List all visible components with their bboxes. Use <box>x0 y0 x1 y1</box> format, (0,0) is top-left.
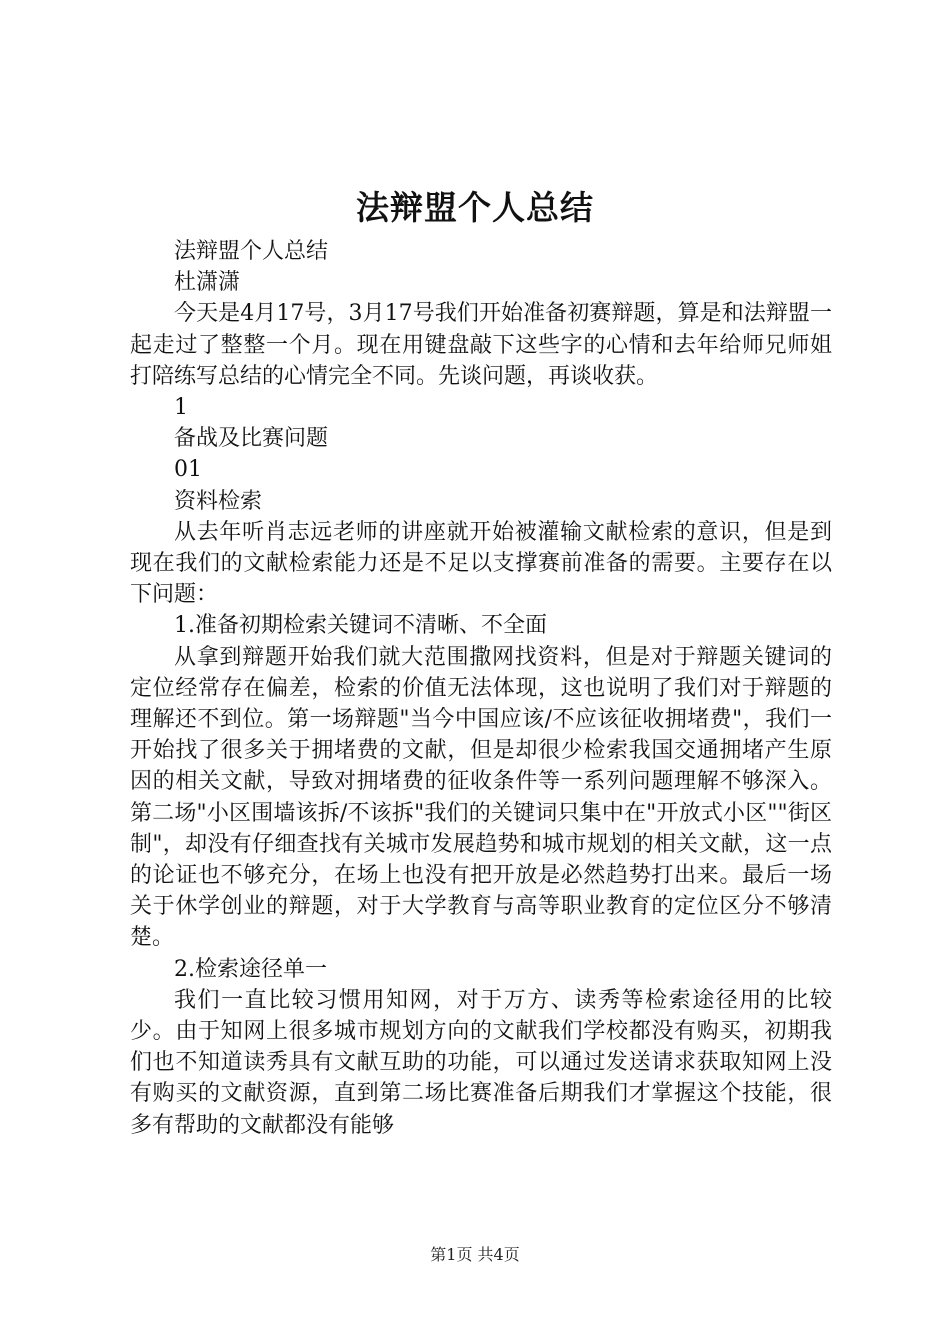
paragraph-research: 从去年听肖志远老师的讲座就开始被灌输文献检索的意识，但是到现在我们的文献检索能力还是不足以支撑赛前准备的需要。主要存在以下问题： <box>130 519 832 608</box>
section-heading: 备战及比赛问题 <box>174 426 329 452</box>
paragraph-heading: 法辩盟个人总结 <box>174 239 329 264</box>
paragraph-intro: 今天是4月17号，3月17号我们开始准备初赛辩题，算是和法辩盟一起走过了整整一个月。现在用键盘敲下这些字的心情和去年给师兄师姐打陪练写总结的心情完全不同。先谈问题，再谈收获。 <box>130 301 832 389</box>
document-body <box>130 236 832 1141</box>
paragraph-author: 杜潇潇 <box>174 270 241 296</box>
paragraph-search-paths: 我们一直比较习惯用知网，对于万方、读秀等检索途径用的比较少。由于知网上很多城市规划方向的文献我们学校都没有购买，初期我们也不知道读秀具有文献互助的功能，可以通过发送请求获取知网上没有购买的文献资源，直到第二场比赛准备后期我们才掌握这个技能，很多有帮助的文献都没有能够 <box>130 987 832 1138</box>
section-number: 1 <box>174 395 188 421</box>
list-item-heading: 1.准备初期检索关键词不清晰、不全面 <box>174 613 547 639</box>
subsection-heading: 资料检索 <box>174 488 263 514</box>
page-footer: 第1页 共4页 <box>430 1245 520 1264</box>
subsection-number: 01 <box>174 457 202 483</box>
document-title: 法辩盟个人总结 <box>356 188 594 227</box>
list-item-heading: 2.检索途径单一 <box>174 956 327 982</box>
paragraph-keywords: 从拿到辩题开始我们就大范围撒网找资料，但是对于辩题关键词的定位经常存在偏差，检索的价值无法体现，这也说明了我们对于辩题的理解还不到位。第一场辩题"当今中国应该/不应该征收拥堵费"，我们一开始找了很多关于拥堵费的文献，但是却很少检索我国交通拥堵产生原因的相关文献，导致对拥堵费的征收条件等一系列问题理解不够深入。第二场"小区围墙该拆/不该拆"我们的关键词只集中在"开放式小区""街区制"，却没有仔细查找有关城市发展趋势和城市规划的相关文献，这一点的论证也不够充分，在场上也没有把开放是必然趋势打出来。最后一场关于休学创业的辩题，对于大学教育与高等职业教育的定位区分不够清楚。 <box>130 644 832 951</box>
